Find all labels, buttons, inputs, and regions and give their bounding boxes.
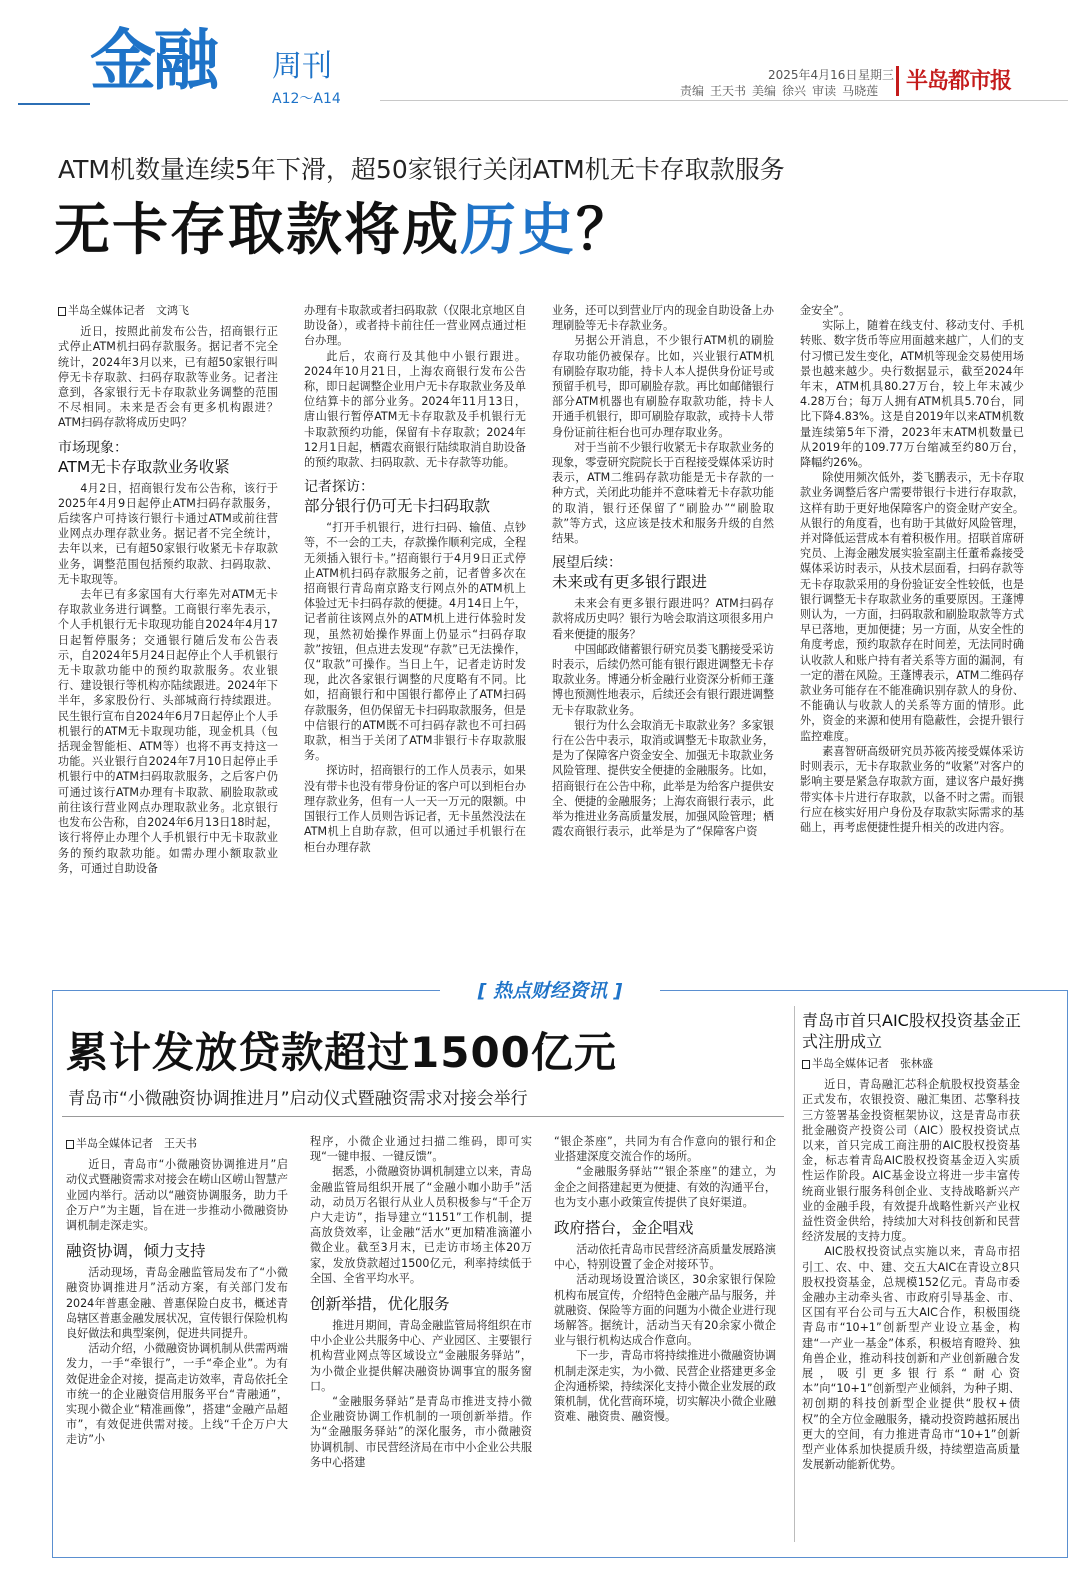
editor-role: 美编 xyxy=(752,84,777,98)
masthead-rule-left xyxy=(18,103,90,105)
editor-credits xyxy=(680,82,884,99)
paragraph: 近日，青岛市“小微融资协调推进月”启动仪式暨融资需求对接会在崂山区崂山智慧产业园内举行。活动以“融资协调服务，助力千企万户”为主题，旨在进一步推动小微融资协调机制走深走实。 xyxy=(66,1158,288,1233)
masthead-rule-right xyxy=(380,100,1068,101)
paragraph: 下一步，青岛市将持续推进小微融资协调机制走深走实，为小微、民营企业搭建更多金企沟通桥梁，持续深化支持小微企业发展的政策机制，优化营商环境，切实解决小微企业融资难、融资贵、融资慢。 xyxy=(554,1349,776,1424)
subsection-title: 部分银行仍可无卡扫码取款 xyxy=(304,497,491,516)
paragraph: 活动介绍，小微融资协调机制从供需两端发力，一手“牵银行”，一手“牵企业”。为有效促进金企对接，提高走访效率，青岛依托全市统一的企业融资信用服务平台“青融通”，实现小微企业“精准画像”，搭建“金融产品超市”，有效促进供需对接。上线“千企万户大走访”小 xyxy=(66,1342,288,1447)
lower-rule xyxy=(62,1116,784,1117)
paragraph: 此后，农商行及其他中小银行跟进。2024年10月21日，上海农商银行发布公告称，即日起调整企业用户无卡存取款业务及单位结算卡的部分业务。2024年11月13日，唐山银行暂停ATM无卡存取款及手机银行无卡取款预约功能，保留有卡存取款；2024年12月1日起，栖霞农商银行陆续取消自助设备的预约取款、扫码取款、无卡存款等功能。 xyxy=(304,349,526,470)
paragraph: “银企茶座”，共同为有合作意向的银行和企业搭建深度交流合作的场所。 xyxy=(554,1135,776,1164)
subsection-kicker: 展望后续： xyxy=(552,555,622,572)
byline: 半岛全媒体记者 文鸿飞 xyxy=(58,303,278,318)
paragraph: 除使用频次低外，娄飞鹏表示，无卡存取款业务调整后客户需要带银行卡进行存取款，这样有助于更好地保障客户的资金财产安全。从银行的角度看，也有助于其做好风险管理，并对降低运营成本有着积极作用。招联首席研究员、上海金融发展实验室副主任董希淼接受媒体采访时表示，从技术层面看，扫码存款等无卡存取款采用的身份验证安全性较低，也是银行调整无卡存取款业务的重要原因。王蓬博则认为，一方面，扫码取款和刷脸取款等方式早已落地，更加便捷；另一方面，从安全性的角度考虑，预约取款存在时间差，无法同时确认收款人和账户持有者关系等方面的漏洞，有一定的潜在风险。王蓬博表示，ATM二维码存款业务可能存在不能准确识别存款人的身份、不能确认与收款人的关系等方面的情形。此外，资金的来源和使用有隐蔽性，会提升银行监控难度。 xyxy=(800,471,1024,743)
paragraph: 近日，按照此前发布公告，招商银行正式停止ATM机扫码存款服务。据记者不完全统计，2024年3月以来，已有超50家银行叫停无卡存取款、扫码存取款等业务。记者注意到，各家银行无卡存取款业务调整的范围不尽相同。未来是否会有更多机构跟进？ATM扫码存款将成历史吗？ xyxy=(58,325,278,430)
paragraph: 4月2日，招商银行发布公告称，该行于2025年4月9日起停止ATM扫码存款服务，后续客户可持该行银行卡通过ATM或前往营业网点办理存款业务。据记者不完全统计，去年以来，已有超50家银行收紧无卡存取款业务，调整范围包括预约取款、扫码取款、无卡取现等。 xyxy=(58,481,278,586)
subsection-title: 政府搭台，金企唱戏 xyxy=(554,1219,694,1238)
editor-role: 责编 xyxy=(680,84,705,98)
lower-deck: 青岛市“小微融资协调推进月”启动仪式暨融资需求对接会举行 xyxy=(68,1089,528,1109)
paragraph: 办理有卡取款或者扫码取款（仅限北京地区自助设备），或者持卡前往任一营业网点通过柜台办理。 xyxy=(304,304,526,348)
subsection-title: 创新举措，优化服务 xyxy=(310,1295,450,1314)
main-column-4 xyxy=(800,303,1024,943)
editor-role: 审读 xyxy=(812,84,837,98)
paragraph: 中国邮政储蓄银行研究员娄飞鹏接受采访时表示，后续仍然可能有银行跟进调整无卡存取款业务。博通分析金融行业资深分析师王蓬博也预测性地表示，后续还会有银行跟进调整无卡存取款业务。 xyxy=(552,642,774,717)
section-pages: A12～A14 xyxy=(272,91,341,107)
paragraph: 活动现场，青岛金融监管局发布了“小微融资协调推进月”活动方案，有关部门发布2024年普惠金融、普惠保险白皮书，概述青岛辖区普惠金融发展状况，宣传银行保险机构良好做法和典型案例，促进共同提升。 xyxy=(66,1266,288,1341)
byline: 半岛全媒体记者 王天书 xyxy=(66,1136,288,1151)
headline-accent: 历史 xyxy=(460,198,576,263)
lower-headline: 累计发放贷款超过1500亿元 xyxy=(66,1028,617,1077)
headline-question: ？ xyxy=(576,198,634,263)
paragraph: 程序，小微企业通过扫描二维码，即可实现“一键申报、一键反馈”。 xyxy=(310,1135,532,1164)
paragraph: 银行为什么会取消无卡取款业务？多家银行在公告中表示，取消或调整无卡取款业务，是为了保障客户资金安全、加强无卡取款业务风险管理、提供安全便捷的金融服务。比如，招商银行在公告中称，此举是为给客户提供安全、便捷的金融服务；上海农商银行表示，此举为推进业务高质量发展，加强风险管理；栖霞农商银行表示，此举是为了“保障客户资 xyxy=(552,718,774,839)
hot-news-tag: [ 热点财经资讯 ] xyxy=(440,976,660,1003)
paper-logo: 半岛都市报 xyxy=(906,68,1012,94)
byline-box-icon xyxy=(66,1140,74,1149)
paragraph: 素喜智研高级研究员苏筱芮接受媒体采访时则表示，无卡存取款业务的“收紧”对客户的影响主要是紧急存取款方面，建议客户最好携带实体卡片进行存取款，以备不时之需。而银行应在核实好用户身份及存取款实际需求的基础上，再考虑便捷性提升相关的改进内容。 xyxy=(800,744,1024,834)
paragraph: 活动依托青岛市民营经济高质量发展路演中心，特别设置了金企对接环节。 xyxy=(554,1243,776,1272)
sidebar-headline: 青岛市首只AIC股权投资基金正式注册成立 xyxy=(802,1011,1021,1051)
editor-person: 马晓莲 xyxy=(842,84,879,98)
paragraph: “金融服务驿站”是青岛市推进支持小微企业融资协调工作机制的一项创新举措。作为“金融服务驿站”的深化服务，市小微融资协调机制、市民营经济局在市中小企业公共服务中心搭建 xyxy=(310,1395,532,1469)
paragraph: “金融服务驿站”“银企茶座”的建立，为金企之间搭建起更为便捷、有效的沟通平台，也为支小惠小政策宣传提供了良好渠道。 xyxy=(554,1165,776,1209)
paragraph: AIC股权投资试点实施以来，青岛市招引工、农、中、建、交五大AIC在青设立8只股权投资基金，总规模152亿元。青岛市委金融办主动牵头省、市政府引导基金、市、区国有平台公司与五大AIC合作，积极围绕青岛市“10+1”创新型产业设立基金，构建“一产业一基金”体系，积极培育瞪羚、独角兽企业，推动科技创新和产业创新融合发展，吸引更多银行系“耐心资本”向“10+1”创新型产业倾斜，为种子期、初创期的科技创新型企业提供“股权+债权”的全方位金融服务，撬动投资跨越拓展出更大的空间，有力推进青岛市“10+1”创新型产业体系加快提质升级，持续塑造高质量发展新动能新优势。 xyxy=(802,1245,1020,1472)
lower-column-3 xyxy=(554,1134,776,1546)
subsection-title: 融资协调，倾力支持 xyxy=(66,1242,206,1261)
paragraph: 金安全”。 xyxy=(800,304,851,317)
paragraph: 推进月期间，青岛金融监管局将组织在市中小企业公共服务中心、产业园区、主要银行机构营业网点等区域设立“金融服务驿站”，为小微企业提供解决融资协调事宜的服务窗口。 xyxy=(310,1319,532,1393)
editor-person: 徐兴 xyxy=(782,84,807,98)
paragraph: 近日，青岛融汇芯科企航股权投资基金正式发布，农银投资、融汇集团、芯擎科技三方签署基金投资框架协议，这是青岛市获批金融资产投资公司（AIC）股权投资试点以来，首只完成工商注册的AIC股权投资基金，标志着青岛AIC股权投资基金迈入实质性运作阶段。AIC基金设立将进一步丰富传统商业银行服务科创企业、支持战略新兴产业的金融手段，有效提升战略性新兴产业权益性资金供给，持续加大对科技创新和民营经济发展的支持力度。 xyxy=(802,1078,1020,1244)
paragraph: 实际上，随着在线支付、移动支付、手机转账、数字货币等应用面越来越广，人们的支付习惯已发生变化，ATM机等现金交易使用场景也越来越少。央行数据显示，截至2024年年末，ATM机具80.27万台，较上年末减少4.28万台；每万人拥有ATM机具5.70台，同比下降4.83%。这是自2019年以来ATM机数量连续第5年下滑，2023年末ATM机数量已从2019年的109.77万台缩减至约80万台，降幅约26%。 xyxy=(800,319,1024,470)
lower-column-1 xyxy=(66,1136,288,1546)
main-column-1 xyxy=(58,303,278,943)
subsection-title: ATM无卡存取款业务收紧 xyxy=(58,457,230,476)
paragraph: 去年已有多家国有大行率先对ATM无卡存取款业务进行调整。工商银行率先表示，个人手机银行无卡取现功能自2024年4月17日起暂停服务；交通银行随后发布公告表示，自2024年5月24日起停止个人手机银行无卡取款功能中的预约取款服务。农业银行、建设银行等机构亦陆续跟进。2024年下半年，多家股份行、头部城商行持续跟进。民生银行宣布自2024年6月7日起停止个人手机银行的ATM无卡取现功能，现金机具（包括现金智能柜、ATM等）也将不再支持这一功能。兴业银行自2024年7月10日起停止手机银行中的ATM扫码取款服务，之后客户仍可通过该行ATM办理有卡取款、刷脸取款或前往该行营业网点办理取款业务。北京银行也发布公告称，自2024年6月13日18时起，该行将停止办理个人手机银行中无卡取款业务的预约取款功能。如需办理小额取款业务，可通过自助设备 xyxy=(58,588,278,875)
paragraph: “打开手机银行，进行扫码、输值、点钞等，不一会的工夫，存款操作顺利完成，全程无须插入银行卡。”招商银行于4月9日正式停止ATM机扫码存款服务之前，记者曾多次在招商银行青岛南京路支行网点外的ATM机上体验过无卡扫码存款的便捷。4月14日上午，记者前往该网点外的ATM机上进行体验时发现，虽然初始操作界面上仍显示“扫码存取款”按钮，但点进去发现“存款”已无法操作，仅“取款”可操作。当日上午，记者走访时发现，此次各家银行调整的尺度略有不同。比如，招商银行和中国银行都停止了ATM扫码存款服务，但仍保留无卡扫码取款服务，但是中信银行的ATM既不可扫码存款也不可扫码取款，相当于关闭了ATM非银行卡存取款服务。 xyxy=(304,521,526,763)
paragraph: 对于当前不少银行收紧无卡存取款业务的现象，零壹研究院院长于百程接受媒体采访时表示，ATM二维码存款功能是无卡存款的一种方式，关闭此功能并不意味着无卡存款功能的取消，银行还保留了“刷脸办”“刷脸取款”等方式，这应该是技术和服务升级的自然结果。 xyxy=(552,440,774,546)
paragraph: 未来会有更多银行跟进吗？ATM扫码存款将成历史吗？银行为啥会取消这项很多用户看来便捷的服务？ xyxy=(552,597,774,641)
logo-bar xyxy=(896,66,899,96)
main-column-2 xyxy=(304,303,526,943)
subsection-title: 未来或有更多银行跟进 xyxy=(552,573,708,592)
column-separator xyxy=(794,1006,795,1542)
lower-column-2 xyxy=(310,1134,532,1546)
main-headline xyxy=(54,186,634,266)
main-column-3 xyxy=(552,303,774,943)
issue-weekday: 星期三 xyxy=(858,68,895,82)
issue-date: 2025年4月16日 xyxy=(768,68,858,82)
sidebar-column xyxy=(802,1056,1020,1548)
paragraph: 业务，还可以到营业厅内的现金自助设备上办理刷脸等无卡存款业务。 xyxy=(552,304,774,333)
paragraph: 据悉，小微融资协调机制建立以来，青岛金融监管局组织开展了“金融小咖小助手”活动，动员万名银行从业人员积极参与“千企万户大走访”，指导建立“1151”工作机制，提高放贷效率，让金融“活水”更加精准滴灌小微企业。截至3月末，已走访市场主体20万家，发放贷款超过1500亿元，利率持续低于全国、全省平均水平。 xyxy=(310,1165,532,1285)
section-title: 金融 xyxy=(90,22,216,99)
paragraph: 活动现场设置洽谈区，30余家银行保险机构布展宣传，介绍特色金融产品与服务，并就融资、保险等方面的问题为小微企业进行现场解答。据统计，活动当天有20余家小微企业与银行机构达成合作意向。 xyxy=(554,1273,776,1348)
byline: 半岛全媒体记者 张林盛 xyxy=(802,1056,1020,1071)
byline-box-icon xyxy=(802,1060,810,1069)
subsection-kicker: 记者探访： xyxy=(304,479,374,496)
byline-box-icon xyxy=(58,307,66,316)
headline-text: 无卡存取款将成 xyxy=(54,198,460,263)
paragraph: 另据公开消息，不少银行ATM机的刷脸存取功能仍被保存。比如，兴业银行ATM机有刷脸存取功能，持卡人本人提供身份证号或预留手机号，即可刷脸存款。再比如邮储银行部分ATM机器也有刷脸存取款功能，持卡人开通手机银行，即可刷脸存取款，或持卡人带身份证前往柜台也可办理存取业务。 xyxy=(552,334,774,439)
main-deck: ATM机数量连续5年下滑，超50家银行关闭ATM机无卡存取款服务 xyxy=(58,155,785,184)
subsection-kicker: 市场现象： xyxy=(58,439,128,456)
paragraph: 探访时，招商银行的工作人员表示，如果没有带卡也没有带身份证的客户可以到柜台办理存款业务，但有一人一天一万元的限额。中国银行工作人员则告诉记者，无卡虽然没法在ATM机上自助存款，但可以通过手机银行在柜台办理存款 xyxy=(304,764,526,854)
section-weekly-label: 周刊 xyxy=(272,49,332,84)
editor-person: 王天书 xyxy=(710,84,747,98)
